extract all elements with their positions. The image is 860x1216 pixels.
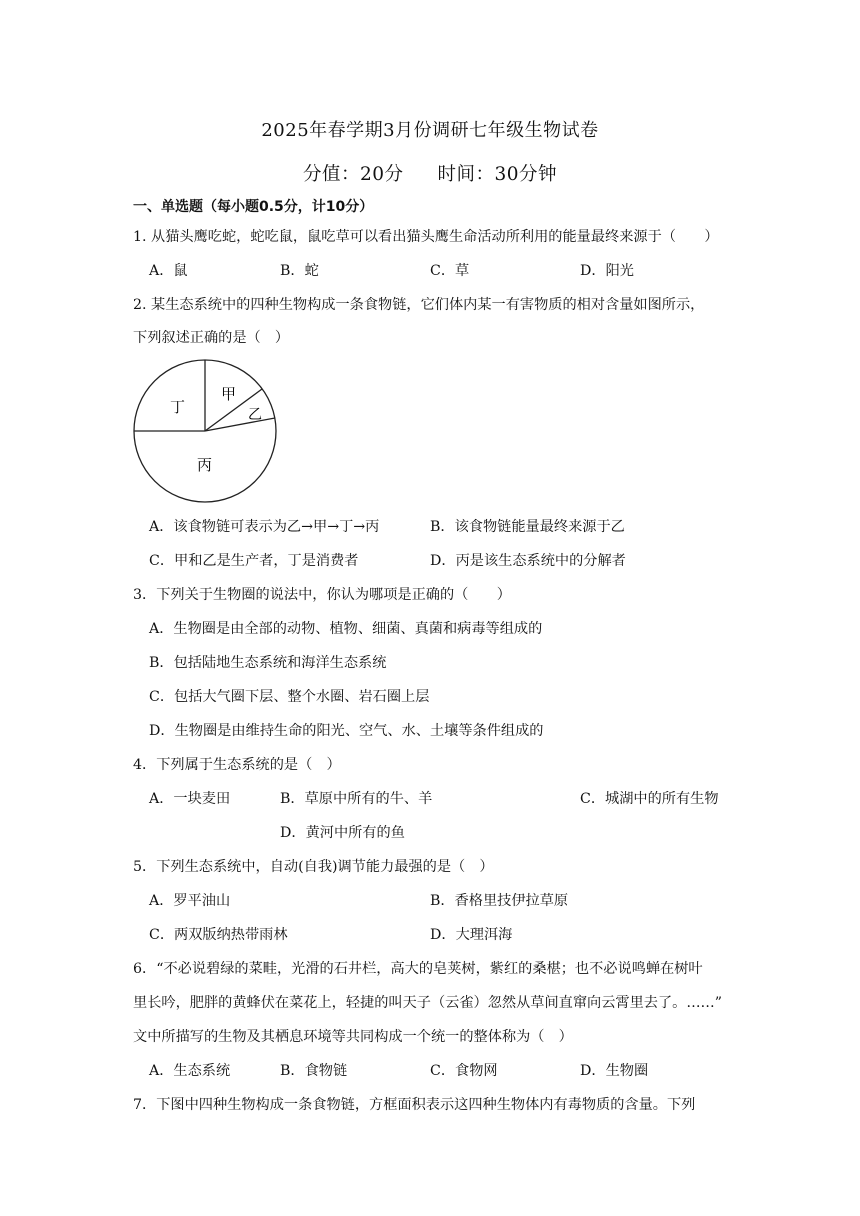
q5-option-b: B．香格里技伊拉草原 (430, 893, 569, 909)
question-6-line-1: 6．“不必说碧绿的菜畦，光滑的石井栏，高大的皂荚树，紫红的桑椹；也不必说鸣蝉在树叶 (133, 961, 703, 977)
q6-option-a: A．生态系统 (149, 1063, 231, 1079)
question-2-line-1: 2. 某生态系统中的四种生物构成一条食物链，它们体内某一有害物质的相对含量如图所示， (133, 297, 705, 313)
q2-option-a: A．该食物链可表示为乙→甲→丁→丙 (149, 519, 380, 535)
q4-option-d: D．黄河中所有的鱼 (280, 825, 405, 841)
q1-option-d: D．阳光 (580, 263, 634, 279)
q1-option-b: B．蛇 (280, 263, 319, 279)
q2-option-c: C．甲和乙是生产者，丁是消费者 (149, 553, 359, 569)
time-label: 时间：30分钟 (437, 164, 558, 185)
q4-option-b: B．草原中所有的牛、羊 (280, 791, 433, 807)
q3-option-d: D．生物圈是由维持生命的阳光、空气、水、土壤等条件组成的 (149, 723, 544, 739)
q5-option-a: A．罗平油山 (149, 893, 231, 909)
score-label: 分值：20分 (302, 164, 404, 185)
pie-divider-yi-bing (205, 418, 275, 431)
q6-option-d: D．生物圈 (580, 1063, 649, 1079)
question-2-line-2: 下列叙述正确的是（ ） (133, 330, 290, 346)
section-heading: 一、单选题（每小题0.5分，计10分） (133, 199, 374, 215)
question-1: 1. 从猫头鹰吃蛇，蛇吃鼠，鼠吃草可以看出猫头鹰生命活动所利用的能量最终来源于（ ） (133, 229, 719, 245)
q1-option-a: A．鼠 (149, 263, 188, 279)
q3-option-c: C．包括大气圈下层、整个水圈、岩石圈上层 (149, 689, 430, 705)
q5-option-c: C．两双版纳热带雨林 (149, 927, 288, 943)
q2-option-b: B．该食物链能量最终来源于乙 (430, 519, 625, 535)
question-7-line-1: 7．下图中四种生物构成一条食物链，方框面积表示这四种生物体内有毒物质的含量。下列 (133, 1097, 696, 1113)
pie-label-yi: 乙 (248, 407, 262, 423)
question-5: 5．下列生态系统中，自动(自我)调节能力最强的是（ ） (133, 859, 494, 875)
q3-option-b: B．包括陆地生态系统和海洋生态系统 (149, 655, 387, 671)
exam-subtitle (0, 160, 860, 186)
question-6-line-2: 里长吟，肥胖的黄蜂伏在菜花上，轻捷的叫天子（云雀）忽然从草间直窜向云霄里去了。……” (133, 995, 722, 1011)
pie-figure (130, 357, 280, 505)
question-6-line-3: 文中所描写的生物及其栖息环境等共同构成一个统一的整体称为（ ） (133, 1029, 573, 1045)
q3-option-a: A．生物圈是由全部的动物、植物、细菌、真菌和病毒等组成的 (149, 621, 543, 637)
pie-label-ding: 丁 (170, 398, 186, 416)
q6-option-c: C．食物网 (430, 1063, 498, 1079)
q4-option-a: A．一块麦田 (149, 791, 231, 807)
pie-label-bing: 丙 (197, 456, 213, 474)
q5-option-d: D．大理洱海 (430, 927, 513, 943)
exam-title: 2025年春学期3月份调研七年级生物试卷 (261, 120, 599, 141)
question-4: 4．下列属于生态系统的是（ ） (133, 757, 341, 773)
q1-option-c: C．草 (430, 263, 470, 279)
pie-label-jia: 甲 (221, 385, 237, 403)
question-3: 3．下列关于生物圈的说法中，你认为哪项是正确的（ ） (133, 587, 511, 603)
q4-option-c: C．城湖中的所有生物 (580, 791, 719, 807)
q6-option-b: B．食物链 (280, 1063, 348, 1079)
q2-option-d: D．丙是该生态系统中的分解者 (430, 553, 626, 569)
